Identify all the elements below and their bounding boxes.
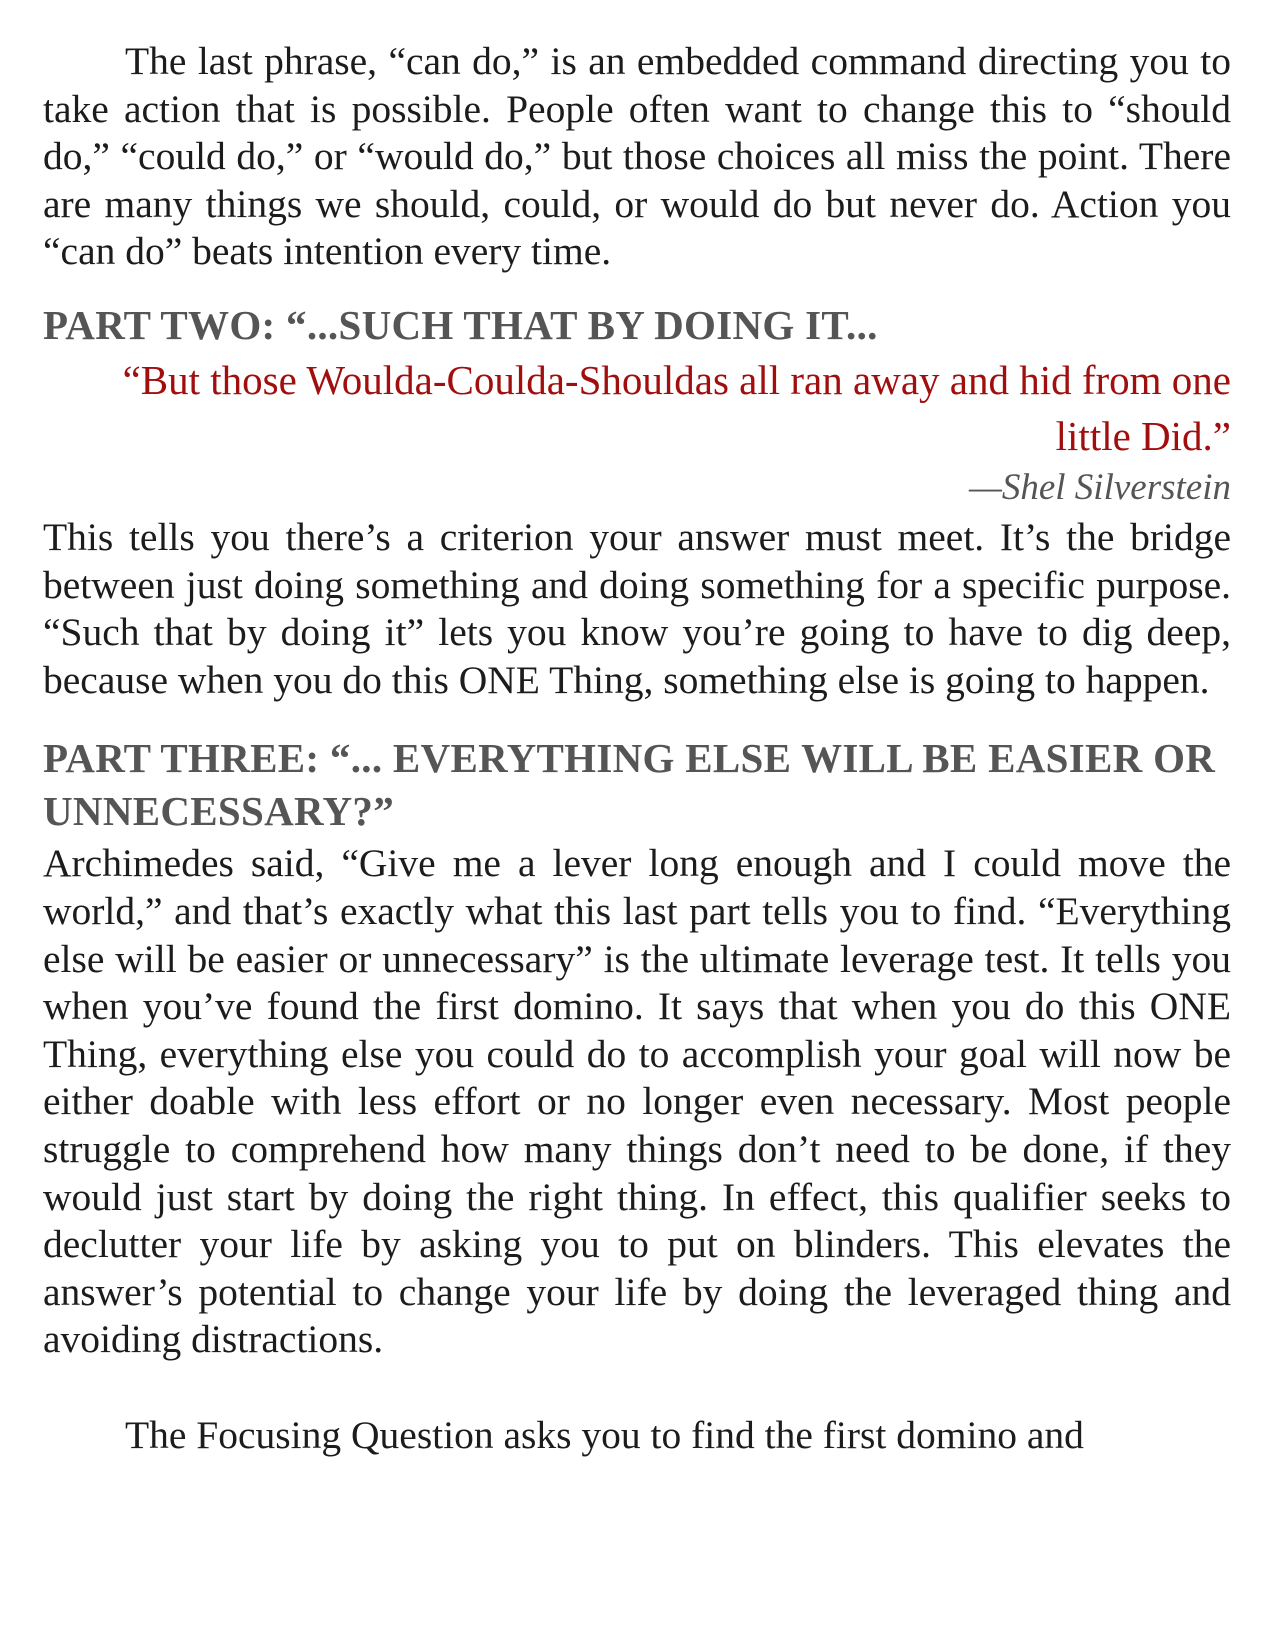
heading-part-three: PART THREE: “... EVERYTHING ELSE WILL BE EASIER OR UNNECESSARY?” (43, 735, 1216, 835)
heading-part-two: PART TWO: “...SUCH THAT BY DOING IT... (43, 301, 878, 348)
paragraph-focusing-question: The Focusing Question asks you to find the first domino and (125, 1412, 1084, 1457)
paragraph-archimedes: Archimedes said, “Give me a lever long enough and I could move the world,” and that’s exactly what this last part tells you to find. “Everything else will be easier or unnecessary” is the ultimate leverage test. It tells you when you’ve found the first domino. It says that when you do this ONE Thing, everything else you could do to accomplish your goal will now be either doable with less effort or no longer even necessary. Most people struggle to comprehend how many things don’t need to be done, if they would just start by doing the right thing. In effect, this qualifier seeks to declutter your life by asking you to put on blinders. This elevates the answer’s potential to change your life by doing the leveraged thing and avoiding distractions. (43, 841, 1231, 1362)
paragraph-such-that: This tells you there’s a criterion your answer must meet. It’s the bridge between just doing something and doing something for a specific purpose. “Such that by doing it” lets you know you’re going to have to dig deep, because when you do this ONE Thing, something else is going to happen. (43, 514, 1231, 702)
epigraph-attribution: —Shel Silverstein (968, 466, 1231, 508)
document-page (43, 38, 1231, 1459)
paragraph-can-do: The last phrase, “can do,” is an embedded command directing you to take action that is possible. People often want to change this to “should do,” “could do,” or “would do,” but those choices all miss the point. There are many things we should, could, or would do but never do. Action you “can do” beats intention every time. (43, 39, 1231, 274)
epigraph-quote: “But those Woulda-Coulda-Shouldas all ran away and hid from one little Did.” (122, 356, 1231, 459)
